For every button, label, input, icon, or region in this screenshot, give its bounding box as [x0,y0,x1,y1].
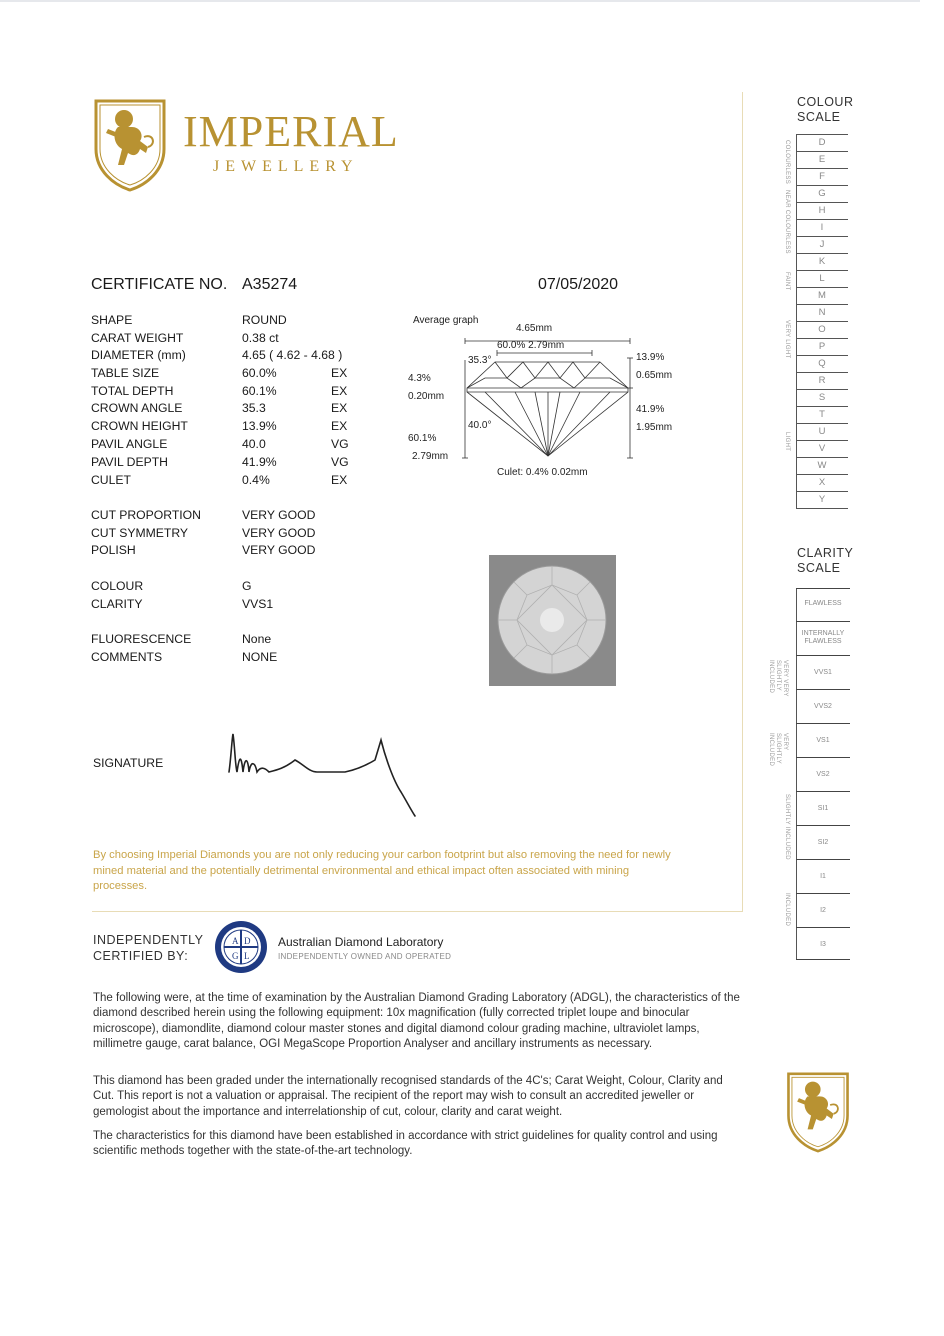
signature-label: SIGNATURE [93,756,164,770]
clarity-grade: VVS1 [796,655,850,689]
clarity-grade: FLAWLESS [796,588,850,621]
clarity-group-vs: VERY SLIGHTLY INCLUDED [768,733,788,767]
colour-grade: V [796,440,848,457]
graph-crown-height-pct: 13.9% [636,352,665,363]
clarity-scale-title-line2: SCALE [797,561,841,575]
other-row [91,631,391,648]
clarity-grade: INTERNALLY FLAWLESS [796,621,850,655]
spec-value: 4.65 ( 4.62 - 4.68 ) [242,348,343,362]
diamond-profile-diagram [455,334,640,469]
clarity-grade: SI1 [796,791,850,825]
spec-grade: EX [331,419,348,433]
spec-label: TABLE SIZE [91,366,160,380]
lab-name: Australian Diamond Laboratory [278,935,444,949]
colour-grade: L [796,270,848,287]
spec-value: 41.9% [242,455,277,469]
colour-group-light: LIGHT [784,432,790,452]
certified-line-1: INDEPENDENTLY [93,933,204,947]
paragraph-guidelines: The characteristics for this diamond have been established in accordance with strict guidelines for quality control and using scientific methods together with the state-of-the-art technology. [93,1130,718,1158]
colour-grade: M [796,287,848,304]
spec-row [91,383,391,400]
spec-value: 0.4% [242,473,270,487]
clarity-grade: SI2 [796,825,850,859]
colour-grade: F [796,168,848,185]
spec-value: 13.9% [242,419,277,433]
cut-row [91,525,391,542]
other-label: COMMENTS [91,650,163,664]
spec-row [91,312,391,329]
frame-right-border [742,92,743,912]
spec-grade: VG [331,455,349,469]
spec-label: CULET [91,473,131,487]
spec-value: 60.0% [242,366,277,380]
graph-girdle-pct: 4.3% [408,373,431,384]
colour-grade: G [796,185,848,202]
grading-value: G [242,579,252,593]
spec-row [91,436,391,453]
clarity-scale-title-line1: CLARITY [797,546,854,560]
clarity-grade: I3 [796,927,850,960]
spec-label: CROWN HEIGHT [91,419,188,433]
colour-group-very-light: VERY LIGHT [784,320,790,359]
colour-scale-title [797,95,853,125]
spec-value: 60.1% [242,384,277,398]
graph-title: Average graph [413,315,479,326]
seal-letter-g: G [232,951,239,961]
cut-row [91,542,391,559]
paragraph-equipment: The following were, at the time of examination by the Australian Diamond Grading Laboratory (ADGL), the characteristics of the diamond described herein using the following equipment: 10x magnification (fully corrected triplet loupe and binocular microscope), diamondlite, diamond colour master stones and digital diamond colour grading machine, ultraviolet lamps, millimetre gauge, carat balance, OGI MegaScope Proportion Analyser and ancillary instruments as necessary. [93,992,740,1050]
clarity-grade: I2 [796,893,850,927]
diamond-photo [489,555,616,686]
colour-grade: Y [796,491,848,508]
spec-label: SHAPE [91,313,133,327]
graph-crown-angle: 35.3° [468,355,492,366]
colour-grade: N [796,304,848,321]
spec-label: TOTAL DEPTH [91,384,174,398]
seal-letter-d: D [244,936,251,946]
colour-group-colourless: COLOURLESS [784,140,790,185]
colour-grade: S [796,389,848,406]
grading-row [91,578,391,595]
other-value: NONE [242,650,278,664]
graph-diameter: 4.65mm [516,323,553,334]
seal-letter-a: A [232,936,239,946]
lion-shield-logo [92,97,168,193]
clarity-group-vvs: VERY VERY SLIGHTLY INCLUDED [768,660,788,697]
graph-table: 60.0% 2.79mm [497,340,565,351]
cut-row [91,507,391,524]
clarity-grade: VVS2 [796,689,850,723]
lion-shield-logo-small [785,1068,851,1156]
spec-label: CARAT WEIGHT [91,331,184,345]
colour-grade: D [796,134,848,151]
seal-letter-l: L [244,951,250,961]
cut-value: VERY GOOD [242,508,316,522]
grading-label: COLOUR [91,579,144,593]
graph-girdle-mm: 0.20mm [408,391,445,402]
colour-grade: P [796,338,848,355]
clarity-scale-title [797,546,853,576]
colour-grade: U [796,423,848,440]
colour-grade: E [796,151,848,168]
graph-pavilion-angle: 40.0° [468,420,492,431]
colour-grade: X [796,474,848,491]
colour-grade: K [796,253,848,270]
colour-grade: O [796,321,848,338]
clarity-grade: VS2 [796,757,850,791]
top-rule [0,0,920,2]
brand-title: IMPERIAL [183,107,399,156]
graph-crown-height-mm: 0.65mm [636,370,673,381]
clarity-grade: I1 [796,859,850,893]
grading-label: CLARITY [91,597,143,611]
colour-grade: I [796,219,848,236]
colour-group-faint: FAINT [784,272,790,291]
spec-value: 35.3 [242,401,266,415]
clarity-group-si: SLIGHTLY INCLUDED [784,794,790,860]
spec-grade: EX [331,473,348,487]
spec-row [91,472,391,489]
certified-by-label [93,932,203,964]
lab-subtitle: INDEPENDENTLY OWNED AND OPERATED [278,952,452,961]
other-label: FLUORESCENCE [91,632,192,646]
spec-row [91,400,391,417]
spec-row [91,330,391,347]
certified-line-2: CERTIFIED BY: [93,949,189,963]
adgl-seal [214,920,268,974]
cut-label: POLISH [91,543,136,557]
certificate-date: 07/05/2020 [538,276,619,293]
graph-total-depth-mm: 2.79mm [412,451,449,462]
brand-subtitle: JEWELLERY [213,158,359,175]
spec-value: ROUND [242,313,287,327]
certificate-label: CERTIFICATE NO. [91,276,228,293]
grading-row [91,596,391,613]
spec-grade: VG [331,437,349,451]
colour-grade: H [796,202,848,219]
certificate-number: A35274 [242,276,298,293]
spec-row [91,347,391,364]
cut-value: VERY GOOD [242,543,316,557]
other-row [91,649,391,666]
clarity-grade: VS1 [796,723,850,757]
cut-label: CUT SYMMETRY [91,526,189,540]
spec-row [91,454,391,471]
spec-label: DIAMETER (mm) [91,348,186,362]
spec-row [91,365,391,382]
colour-scale-title-line2: SCALE [797,110,841,124]
clarity-group-included: INCLUDED [784,893,790,927]
spec-row [91,418,391,435]
other-value: None [242,632,272,646]
cut-value: VERY GOOD [242,526,316,540]
graph-pavilion-depth-mm: 1.95mm [636,422,673,433]
colour-grade: R [796,372,848,389]
colour-group-near-colourless: NEAR COLOURLESS [784,190,790,254]
signature [225,728,420,820]
spec-value: 0.38 ct [242,331,279,345]
spec-label: PAVIL DEPTH [91,455,168,469]
spec-label: PAVIL ANGLE [91,437,168,451]
graph-culet: Culet: 0.4% 0.02mm [497,467,588,478]
spec-grade: EX [331,366,348,380]
graph-total-depth-pct: 60.1% [408,433,437,444]
spec-value: 40.0 [242,437,266,451]
colour-grade: T [796,406,848,423]
paragraph-standards: This diamond has been graded under the internationally recognised standards of the 4C's; Carat Weight, Colour, Clarity and Cut. This report is not a valuation or appraisal. The recipient of the report may wish to consult an accredited jeweller or gemologist about the importance and interrelationship of cut, colour, clarity and carat weight. [93,1075,723,1118]
colour-grade: J [796,236,848,253]
grading-value: VVS1 [242,597,274,611]
colour-grade: W [796,457,848,474]
spec-grade: EX [331,401,348,415]
cut-label: CUT PROPORTION [91,508,201,522]
frame-bottom-border [92,911,743,912]
spec-grade: EX [331,384,348,398]
colour-scale-bottom-rule [796,508,848,510]
colour-scale-title-line1: COLOUR [797,95,854,109]
graph-pavilion-depth-pct: 41.9% [636,404,665,415]
eco-statement: By choosing Imperial Diamonds you are not only reducing your carbon footprint but also removing the need for newly mined material and the potentially detrimental environmental and ethical impact often associated with mining processes. [93,849,671,892]
colour-grade: Q [796,355,848,372]
spec-label: CROWN ANGLE [91,401,183,415]
